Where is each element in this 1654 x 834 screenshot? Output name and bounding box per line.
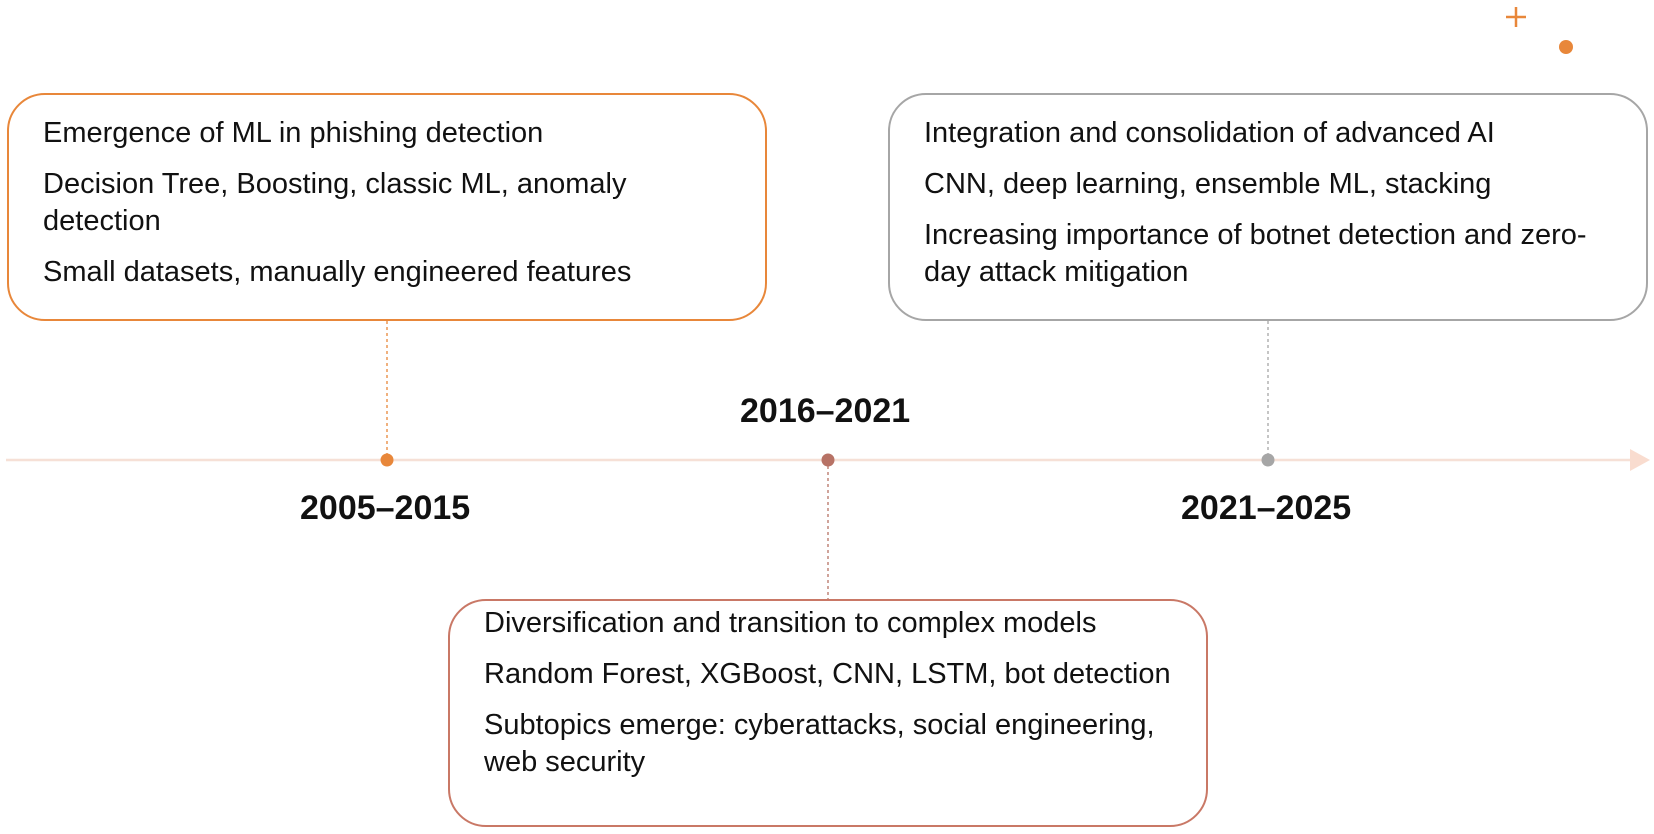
dot-icon: [1559, 40, 1573, 54]
period-card-2021-2025: [888, 93, 1648, 321]
card-item: CNN, deep learning, ensemble ML, stacking: [924, 168, 1492, 200]
marker-late: [1262, 454, 1275, 467]
card-item: Diversification and transition to complex models: [484, 607, 1097, 639]
timeline-arrow-head: [1630, 449, 1650, 471]
period-card-2016-2021: [448, 599, 1208, 827]
year-label-2005-2015: 2005–2015: [300, 489, 471, 527]
card-item: Emergence of ML in phishing detection: [43, 117, 544, 149]
year-label-2021-2025: 2021–2025: [1181, 489, 1352, 527]
card-item: Random Forest, XGBoost, CNN, LSTM, bot detection: [484, 658, 1171, 690]
card-item: Decision Tree, Boosting, classic ML, anomaly detection: [43, 168, 627, 237]
card-item: Integration and consolidation of advanced AI: [924, 117, 1495, 149]
plus-icon: [1506, 7, 1526, 27]
card-item: Subtopics emerge: cyberattacks, social engineering, web security: [484, 709, 1155, 778]
card-item: Small datasets, manually engineered features: [43, 256, 632, 288]
period-card-2005-2015: [7, 93, 767, 321]
marker-early: [381, 454, 394, 467]
card-item: Increasing importance of botnet detection and zero-day attack mitigation: [924, 219, 1587, 288]
year-label-2016-2021: 2016–2021: [740, 392, 911, 430]
marker-mid: [822, 454, 835, 467]
